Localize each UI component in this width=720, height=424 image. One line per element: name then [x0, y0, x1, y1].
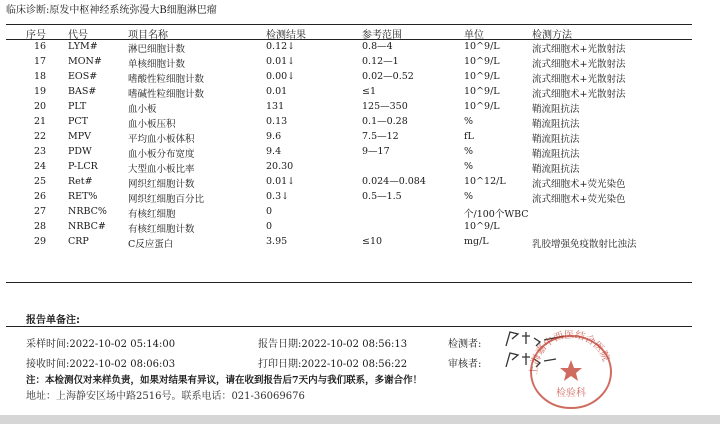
- row-result: 0.00↓: [266, 71, 296, 82]
- diagnosis-value: 原发中枢神经系统弥漫大B细胞淋巴瘤: [49, 5, 217, 16]
- row-name: 单核细胞计数: [128, 59, 186, 70]
- row-code: MON#: [68, 56, 102, 67]
- row-code: EOS#: [68, 71, 98, 82]
- row-unit: 10^12/L: [464, 176, 506, 187]
- header-result: 检测结果: [266, 30, 306, 41]
- remark-rule: [6, 326, 692, 327]
- row-no: 16: [34, 41, 47, 52]
- row-unit: 10^9/L: [464, 71, 500, 82]
- table-row: [0, 71, 700, 86]
- header-code: 代号: [68, 30, 88, 41]
- row-ref: 0.8—4: [362, 41, 393, 52]
- row-no: 28: [34, 221, 47, 232]
- row-name: 平均血小板体积: [128, 134, 195, 145]
- row-code: Ret#: [68, 176, 93, 187]
- tester-label: 检测者:: [448, 339, 482, 350]
- row-ref: 0.12—1: [362, 56, 399, 67]
- hospital-stamp: [526, 330, 616, 410]
- row-no: 29: [34, 236, 47, 247]
- row-no: 19: [34, 86, 47, 97]
- table-row: [0, 41, 700, 56]
- receive-time: 接收时间:2022-10-02 08:06:03: [26, 359, 176, 370]
- table-row: [0, 176, 700, 191]
- reviewer-label: 审核者:: [448, 359, 482, 370]
- row-code: CRP: [68, 236, 89, 247]
- row-name: 血小板分布宽度: [128, 149, 195, 160]
- table-row: [0, 56, 700, 71]
- row-method: 鞘流阻抗法: [532, 119, 580, 130]
- row-result: 0.01↓: [266, 176, 296, 187]
- table-row: [0, 131, 700, 146]
- row-result: 9.6: [266, 131, 282, 142]
- header-no: 序号: [26, 30, 46, 41]
- table-row: [0, 236, 700, 251]
- row-result: 0.01↓: [266, 56, 296, 67]
- report-remark: 报告单备注:: [26, 315, 80, 326]
- row-no: 21: [34, 116, 47, 127]
- row-unit: 个/100个WBC: [464, 209, 529, 220]
- row-ref: ≤1: [362, 86, 377, 97]
- row-method: 流式细胞术+荧光染色: [532, 179, 626, 190]
- row-unit: 10^9/L: [464, 101, 500, 112]
- row-no: 24: [34, 161, 47, 172]
- row-code: PLT: [68, 101, 87, 112]
- row-unit: 10^9/L: [464, 86, 500, 97]
- row-unit: %: [464, 146, 474, 157]
- row-result: 0: [266, 206, 273, 217]
- row-no: 27: [34, 206, 47, 217]
- row-method: 鞘流阻抗法: [532, 104, 580, 115]
- row-code: LYM#: [68, 41, 98, 52]
- row-ref: 0.5—1.5: [362, 191, 402, 202]
- row-result: 0.13: [266, 116, 288, 127]
- row-name: 嗜碱性粒细胞计数: [128, 89, 205, 100]
- table-row: [0, 101, 700, 116]
- row-result: 0.12↓: [266, 41, 296, 52]
- row-method: 乳胶增强免疫散射比浊法: [532, 239, 637, 250]
- row-unit: mg/L: [464, 236, 489, 247]
- row-no: 23: [34, 146, 47, 157]
- table-bottom-rule: [6, 282, 692, 283]
- row-name: 有核红细胞: [128, 209, 176, 220]
- header-unit: 单位: [464, 30, 484, 41]
- table-row: [0, 191, 700, 206]
- hospital-address: 地址：上海静安区场中路2516号。联系电话：021-36069676: [26, 391, 305, 402]
- row-no: 26: [34, 191, 47, 202]
- row-method: 流式细胞术+光散射法: [532, 89, 626, 100]
- row-result: 3.95: [266, 236, 288, 247]
- row-code: MPV: [68, 131, 91, 142]
- print-date: 打印日期:2022-10-02 08:56:22: [258, 359, 408, 370]
- table-row: [0, 116, 700, 131]
- row-ref: 125—350: [362, 101, 408, 112]
- row-method: 鞘流阻抗法: [532, 134, 580, 145]
- row-method: 流式细胞术+荧光染色: [532, 194, 626, 205]
- row-result: 20.30: [266, 161, 294, 172]
- header-method: 检测方法: [532, 30, 572, 41]
- collect-time: 采样时间:2022-10-02 05:14:00: [26, 339, 176, 350]
- table-top-rule: [6, 24, 692, 25]
- header-ref: 参考范围: [362, 30, 402, 41]
- row-ref: 9—17: [362, 146, 390, 157]
- row-ref: 0.02—0.52: [362, 71, 414, 82]
- row-no: 17: [34, 56, 47, 67]
- table-row: [0, 161, 700, 176]
- row-name: C反应蛋白: [128, 239, 174, 250]
- row-no: 20: [34, 101, 47, 112]
- row-method: 流式细胞术+光散射法: [532, 59, 626, 70]
- row-result: 0.3↓: [266, 191, 290, 202]
- row-method: 鞘流阻抗法: [532, 149, 580, 160]
- row-result: 0: [266, 221, 273, 232]
- row-code: RET%: [68, 191, 98, 202]
- row-unit: 10^9/L: [464, 41, 500, 52]
- row-name: 有核红细胞计数: [128, 224, 195, 235]
- table-header-rule: [6, 39, 692, 40]
- row-result: 0.01: [266, 86, 288, 97]
- table-row: [0, 146, 700, 161]
- row-result: 131: [266, 101, 285, 112]
- svg-text:上海嘉中西医结合医院: 上海嘉中西医结合医院: [528, 330, 612, 376]
- row-unit: 10^9/L: [464, 56, 500, 67]
- row-method: 流式细胞术+光散射法: [532, 44, 626, 55]
- row-ref: ≤10: [362, 236, 383, 247]
- table-row: [0, 221, 700, 236]
- row-name: 血小板: [128, 104, 157, 115]
- row-unit: %: [464, 116, 474, 127]
- row-code: BAS#: [68, 86, 97, 97]
- row-no: 18: [34, 71, 47, 82]
- row-method: 鞘流阻抗法: [532, 164, 580, 175]
- footer-bar: [0, 415, 720, 424]
- header-name: 项目名称: [128, 30, 168, 41]
- report-date: 报告日期:2022-10-02 08:56:13: [258, 339, 408, 350]
- clinical-diagnosis: [6, 1, 217, 16]
- row-no: 22: [34, 131, 47, 142]
- row-ref: 0.024—0.084: [362, 176, 426, 187]
- svg-text:检验科: 检验科: [556, 388, 586, 399]
- row-code: NRBC%: [68, 206, 107, 217]
- row-ref: 0.1—0.28: [362, 116, 408, 127]
- disclaimer-note: 注：本检测仅对来样负责，如果对结果有异议，请在收到报告后7天内与我们联系，多谢合作！: [26, 375, 423, 386]
- row-name: 嗜酸性粒细胞计数: [128, 74, 205, 85]
- row-code: NRBC#: [68, 221, 106, 232]
- row-name: 网织红细胞百分比: [128, 194, 205, 205]
- diagnosis-label: 临床诊断:: [6, 5, 50, 16]
- row-name: 大型血小板比率: [128, 164, 195, 175]
- row-name: 淋巴细胞计数: [128, 44, 186, 55]
- row-name: 网织红细胞计数: [128, 179, 195, 190]
- row-ref: 7.5—12: [362, 131, 399, 142]
- row-unit: 10^9/L: [464, 221, 500, 232]
- row-name: 血小板压积: [128, 119, 176, 130]
- row-unit: fL: [464, 131, 474, 142]
- row-method: 流式细胞术+光散射法: [532, 74, 626, 85]
- row-result: 9.4: [266, 146, 282, 157]
- table-row: [0, 86, 700, 101]
- row-no: 25: [34, 176, 47, 187]
- row-code: PDW: [68, 146, 92, 157]
- row-unit: %: [464, 191, 474, 202]
- row-unit: %: [464, 161, 474, 172]
- row-code: P-LCR: [68, 161, 98, 172]
- table-row: [0, 206, 700, 221]
- row-code: PCT: [68, 116, 88, 127]
